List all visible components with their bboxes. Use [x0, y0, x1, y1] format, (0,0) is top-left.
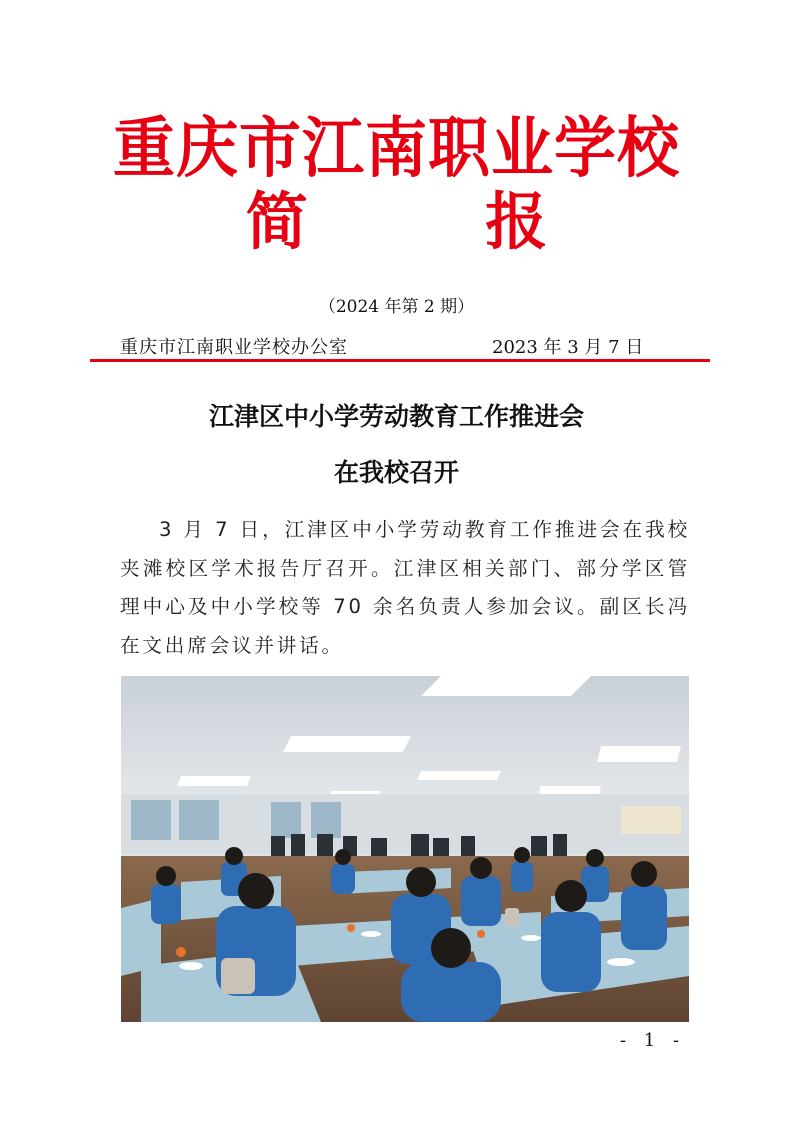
article-title-line1: 江津区中小学劳动教育工作推进会: [208, 402, 584, 431]
issue-number: （2024 年第 2 期）: [318, 297, 475, 317]
article-paragraph: 3 月 7 日，江津区中小学劳动教育工作推进会在我校夹滩校区学术报告厅召开。江津区相关部门、部分学区管理中心及中小学校等 70 余名负责人参加会议。副区长冯在文出席会议并讲话。: [120, 518, 690, 657]
masthead-title: 重庆市江南职业学校: [112, 109, 680, 187]
issue-date: 2023 年 3 月 7 日: [492, 337, 644, 358]
masthead-divider: [90, 359, 710, 362]
page-number: - 1 -: [620, 1030, 686, 1051]
masthead-subtitle: 简 报: [245, 185, 626, 258]
issuing-office: 重庆市江南职业学校办公室: [120, 337, 348, 358]
meeting-photo: [121, 676, 689, 1022]
meeting-photo-illustration: [121, 676, 689, 1022]
article-title-line2: 在我校召开: [333, 458, 459, 487]
